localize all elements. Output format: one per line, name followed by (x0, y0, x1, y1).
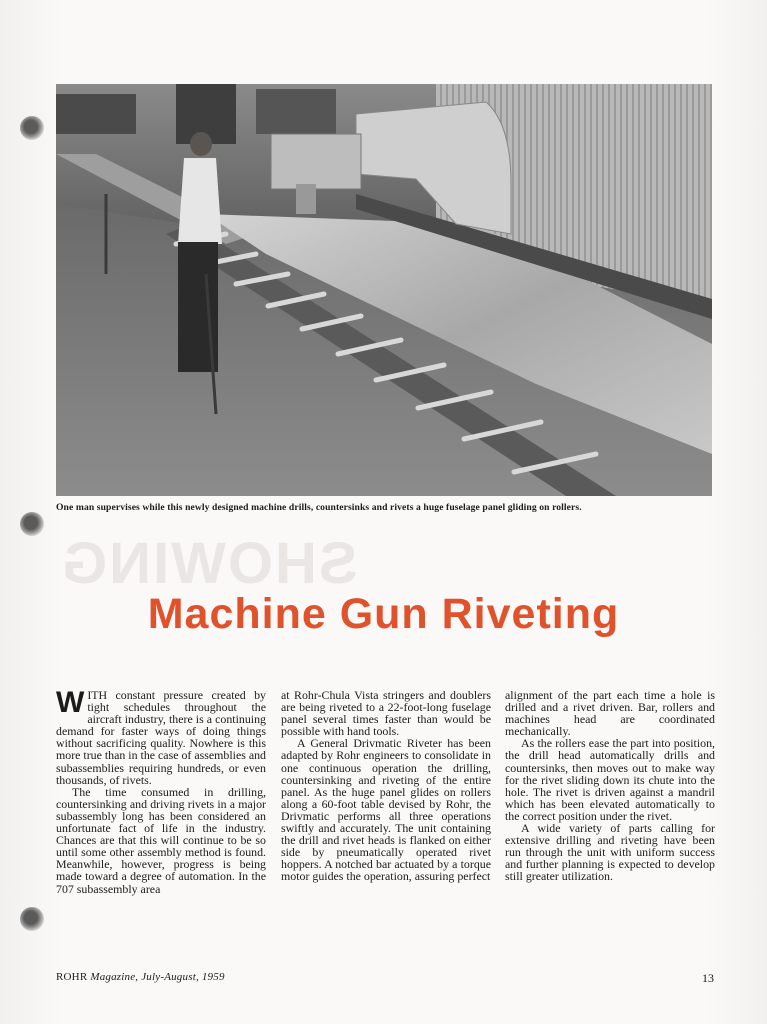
photo-caption: One man supervises while this newly designed machine drills, countersinks and rivets a huge fuselage panel gliding on rollers. (56, 502, 582, 513)
binder-hole (20, 116, 44, 140)
paragraph: at Rohr-Chula Vista stringers and doublers are being riveted to a 22-foot-long fuselage panel several times faster than would be possible with hand tools. (281, 688, 491, 739)
paragraph-text: ITH constant pressure created by tight schedules throughout the aircraft industry, there is a continuing demand for faster ways of doing things without sacrificing quality. Nowhere is this more true than in the case of assemblies and subassemblies requiring hundreds, or even thousands, of rivets. (56, 688, 266, 787)
paragraph: The time consumed in drilling, countersinking and driving rivets in a major subassembly long has been considered an unfortunate fact of life in the industry. Chances are that this will continue to be so until some other assembly method is found. Meanwhile, however, progress is being made toward a degree of automation. In the 707 subassembly area (56, 784, 266, 896)
paragraph: A wide variety of parts calling for extensive drilling and riveting have been run through the unit with uniform success and further planning is expected to develop still greater utilization. (505, 821, 715, 884)
riveting-machine-photo (56, 84, 712, 496)
article-column-1 (56, 686, 266, 896)
paragraph (56, 686, 266, 787)
article-column-3 (505, 689, 715, 883)
article-title: Machine Gun Riveting (147, 590, 620, 638)
binder-hole (20, 907, 44, 931)
drop-cap: W (56, 686, 85, 719)
page-number: 13 (702, 971, 714, 985)
article-column-2 (281, 689, 491, 883)
binder-hole (20, 512, 44, 536)
paragraph: A General Drivmatic Riveter has been adapted by Rohr engineers to consolidate in one continuous operation the drilling, countersinking and riveting of the entire panel. As the huge panel glides on rollers along a 60-foot table devised by Rohr, the Drivmatic performs all three operations swiftly and accurately. The unit containing the drill and rivet heads is flanked on either side by pneumatically operated rivet hoppers. A notched bar actuated by a torque motor guides the operation, assuring perfect (281, 736, 491, 884)
paragraph: alignment of the part each time a hole is drilled and a rivet driven. Bar, rollers and machines head are coordinated mechanically. (505, 688, 715, 739)
issue-date: Magazine, July-August, 1959 (87, 971, 225, 983)
show-through-text: SHOWING (60, 531, 358, 596)
magazine-name: ROHR (56, 971, 88, 983)
page-footer (56, 971, 225, 983)
paragraph: As the rollers ease the part into position, the drill head automatically drills and countersinks, then moves out to make way for the rivet sliding down its chute into the hole. The rivet is driven against a mandril which has been elevated automatically to the correct position under the rivet. (505, 736, 715, 823)
